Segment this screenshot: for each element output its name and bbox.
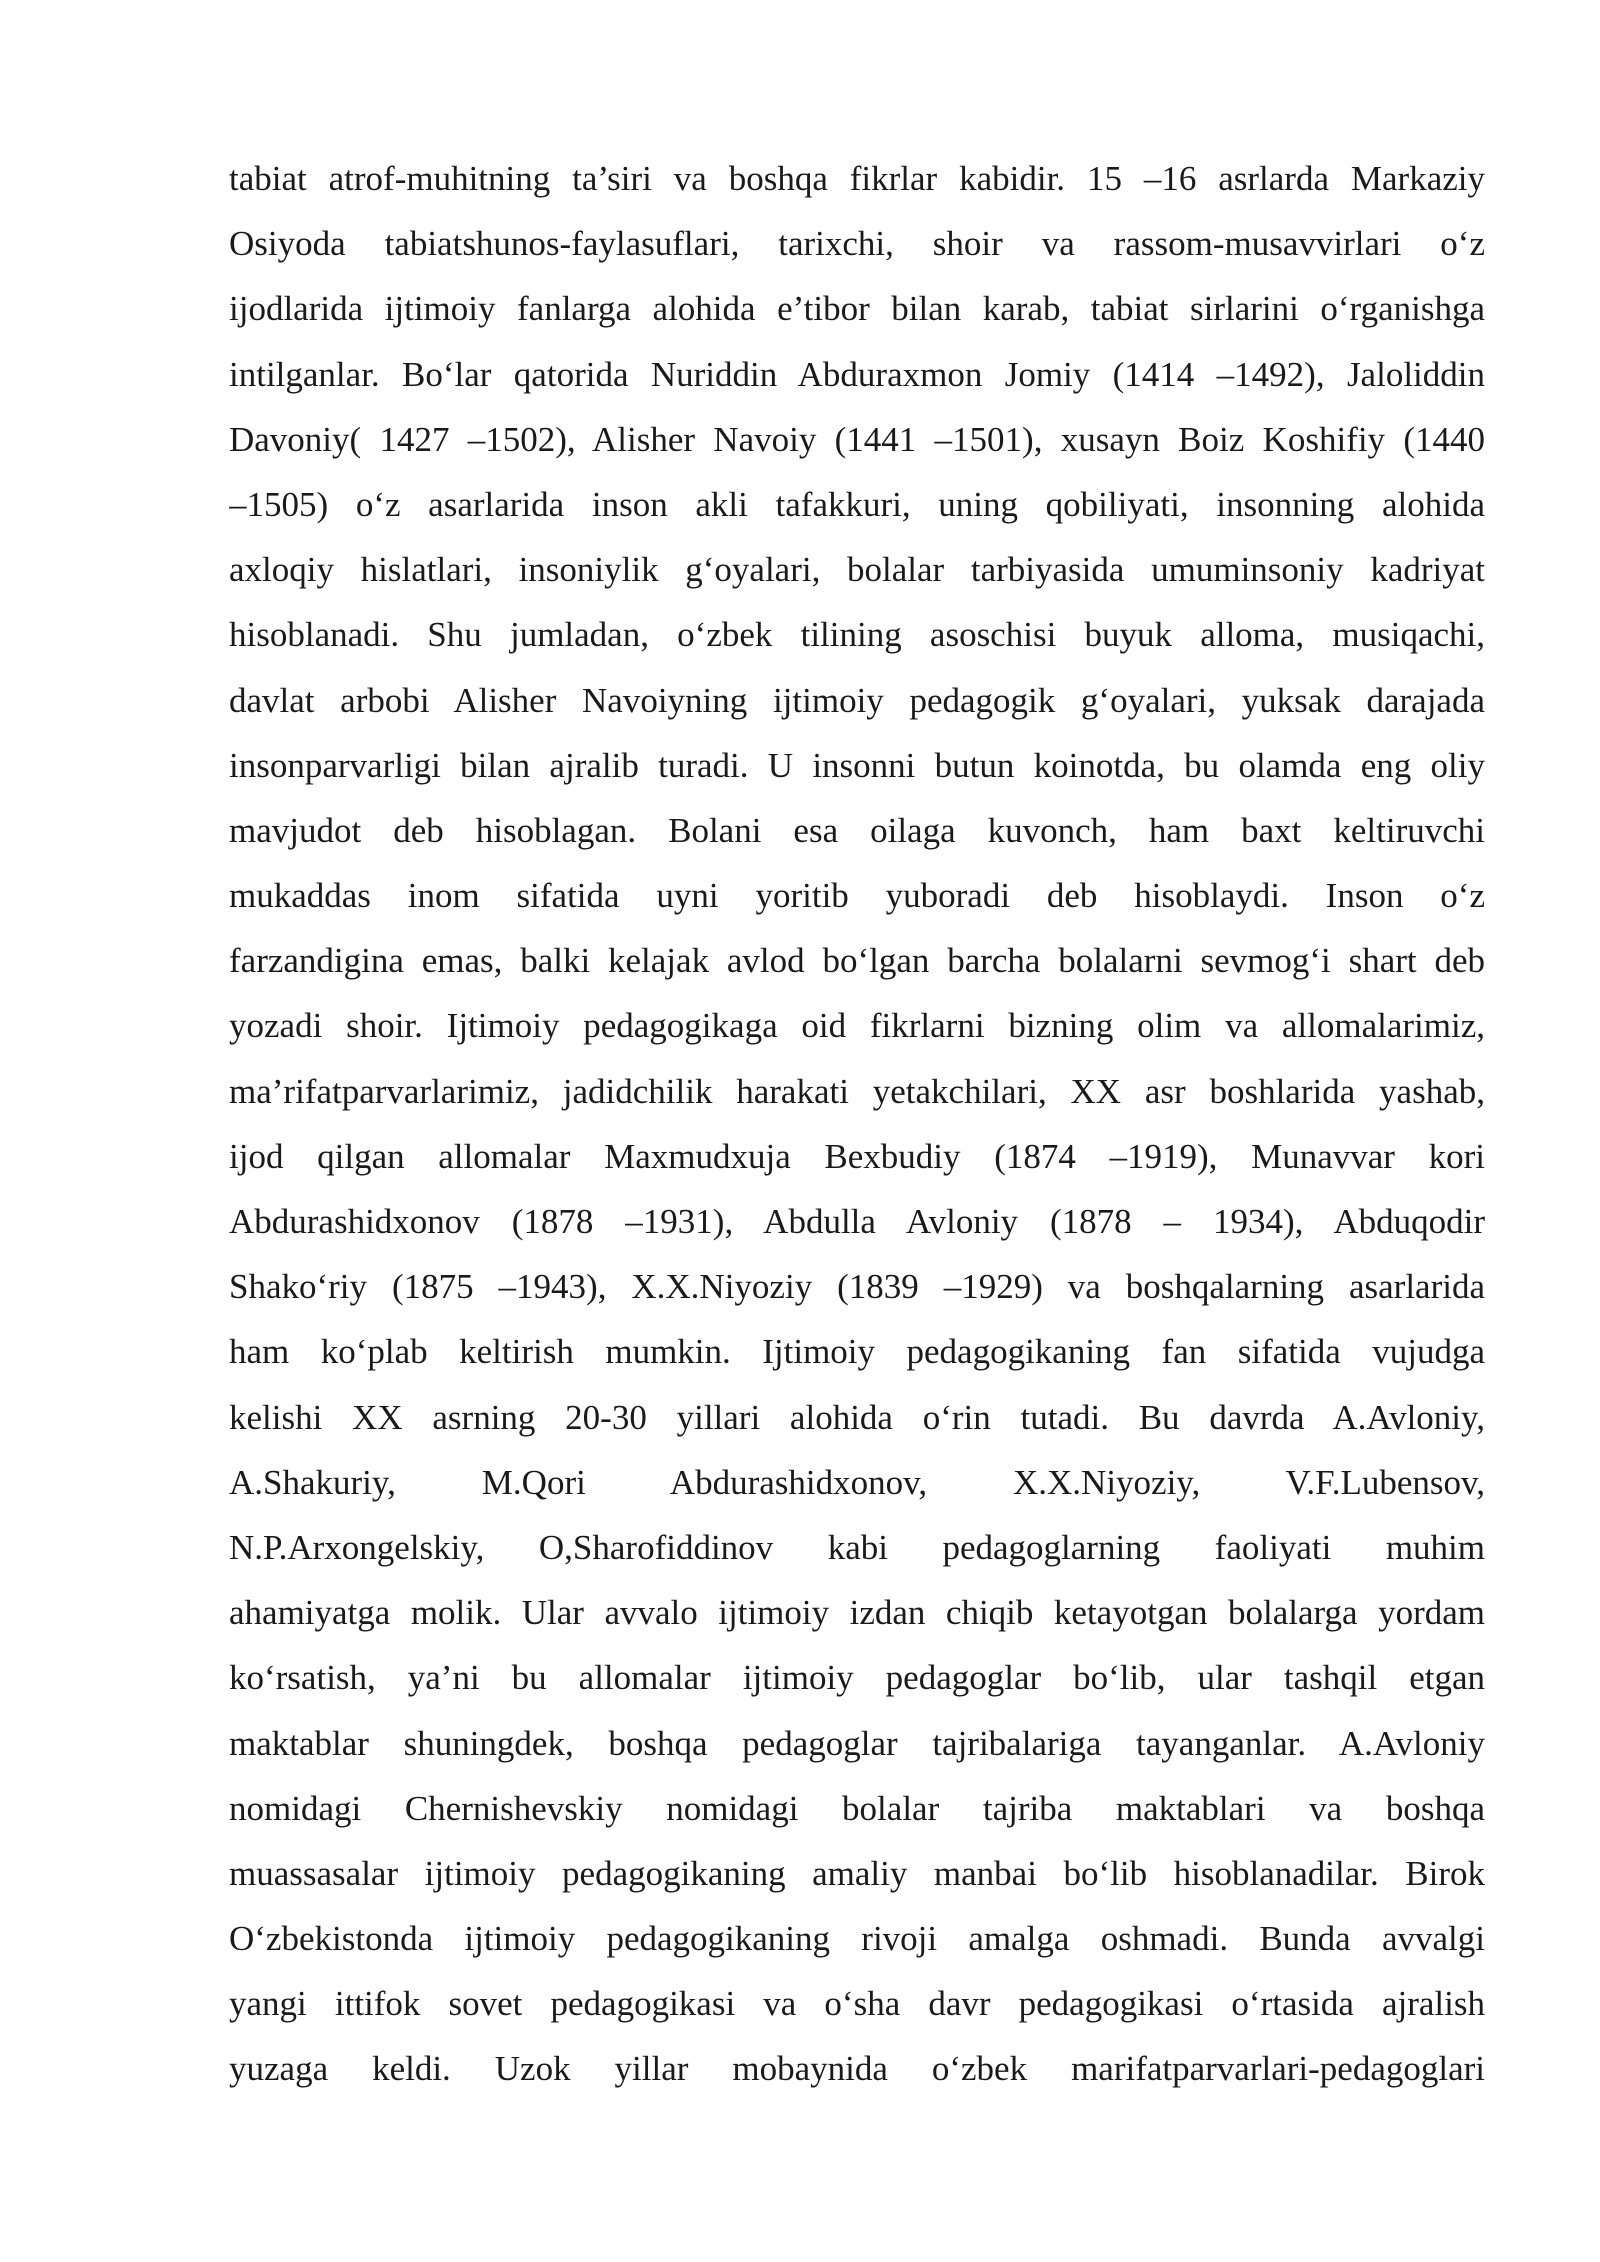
text-line: nomidagi Chernishevskiy nomidagi bolalar tajriba maktablari va boshqa (229, 1788, 1485, 1828)
text-line: yozadi shoir. Ijtimoiy pedagogikaga oid fikrlarni bizning olim va allomalarimiz, (229, 1006, 1485, 1046)
text-line: hisoblanadi. Shu jumladan, o‘zbek tilining asoschisi buyuk alloma, musiqachi, (229, 615, 1485, 655)
text-line: A.Shakuriy, M.Qori Abdurashidxonov, X.X.Niyoziy, V.F.Lubensov, (229, 1462, 1485, 1502)
text-line: Osiyoda tabiatshunos-faylasuflari, tarixchi, shoir va rassom-musavvirlari o‘z (229, 224, 1485, 264)
text-line: mavjudot deb hisoblagan. Bolani esa oilaga kuvonch, ham baxt keltiruvchi (229, 810, 1485, 850)
text-line: axloqiy hislatlari, insoniylik g‘oyalari, bolalar tarbiyasida umuminsoniy kadriyat (229, 550, 1485, 590)
text-line: Davoniy( 1427 –1502), Alisher Navoiy (1441 –1501), xusayn Boiz Koshifiy (1440 (229, 419, 1485, 459)
text-line: muassasalar ijtimoiy pedagogikaning amaliy manbai bo‘lib hisoblanadilar. Birok (229, 1853, 1485, 1893)
text-line: ko‘rsatish, ya’ni bu allomalar ijtimoiy pedagoglar bo‘lib, ular tashqil etgan (229, 1658, 1485, 1698)
text-line: –1505) o‘z asarlarida inson akli tafakkuri, uning qobiliyati, insonning alohida (229, 484, 1485, 524)
text-line: maktablar shuningdek, boshqa pedagoglar tajribalariga tayanganlar. A.Avloniy (229, 1723, 1485, 1763)
body-paragraph (229, 146, 1485, 2102)
text-line: O‘zbekistonda ijtimoiy pedagogikaning rivoji amalga oshmadi. Bunda avvalgi (229, 1919, 1485, 1959)
text-line: davlat arbobi Alisher Navoiyning ijtimoiy pedagogik g‘oyalari, yuksak darajada (229, 680, 1485, 720)
text-line: farzandigina emas, balki kelajak avlod bo‘lgan barcha bolalarni sevmog‘i shart deb (229, 941, 1485, 981)
text-line: yangi ittifok sovet pedagogikasi va o‘sha davr pedagogikasi o‘rtasida ajralish (229, 1984, 1485, 2024)
text-line: yuzaga keldi. Uzok yillar mobaynida o‘zbek marifatparvarlari-pedagoglari (229, 2049, 1485, 2089)
text-line: N.P.Arxongelskiy, O,Sharofiddinov kabi pedagoglarning faoliyati muhim (229, 1527, 1485, 1567)
text-line: ham ko‘plab keltirish mumkin. Ijtimoiy pedagogikaning fan sifatida vujudga (229, 1332, 1485, 1372)
text-line: ijod qilgan allomalar Maxmudxuja Bexbudiy (1874 –1919), Munavvar kori (229, 1136, 1485, 1176)
text-line: tabiat atrof-muhitning ta’siri va boshqa fikrlar kabidir. 15 –16 asrlarda Markaziy (229, 159, 1485, 198)
text-line: Abdurashidxonov (1878 –1931), Abdulla Avloniy (1878 – 1934), Abduqodir (229, 1202, 1485, 1241)
text-line: ijodlarida ijtimoiy fanlarga alohida e’tibor bilan karab, tabiat sirlarini o‘rganishga (229, 289, 1485, 329)
text-line: kelishi XX asrning 20-30 yillari alohida o‘rin tutadi. Bu davrda A.Avloniy, (229, 1397, 1485, 1437)
text-line: insonparvarligi bilan ajralib turadi. U insonni butun koinotda, bu olamda eng oliy (229, 745, 1485, 785)
text-line: ma’rifatparvarlarimiz, jadidchilik harakati yetakchilari, XX asr boshlarida yashab, (229, 1071, 1485, 1111)
text-line: ahamiyatga molik. Ular avvalo ijtimoiy izdan chiqib ketayotgan bolalarga yordam (229, 1593, 1485, 1633)
text-line: mukaddas inom sifatida uyni yoritib yuboradi deb hisoblaydi. Inson o‘z (229, 876, 1485, 916)
text-line: intilganlar. Bo‘lar qatorida Nuriddin Abduraxmon Jomiy (1414 –1492), Jaloliddin (229, 354, 1485, 394)
text-line: Shako‘riy (1875 –1943), X.X.Niyoziy (1839 –1929) va boshqalarning asarlarida (229, 1267, 1485, 1307)
